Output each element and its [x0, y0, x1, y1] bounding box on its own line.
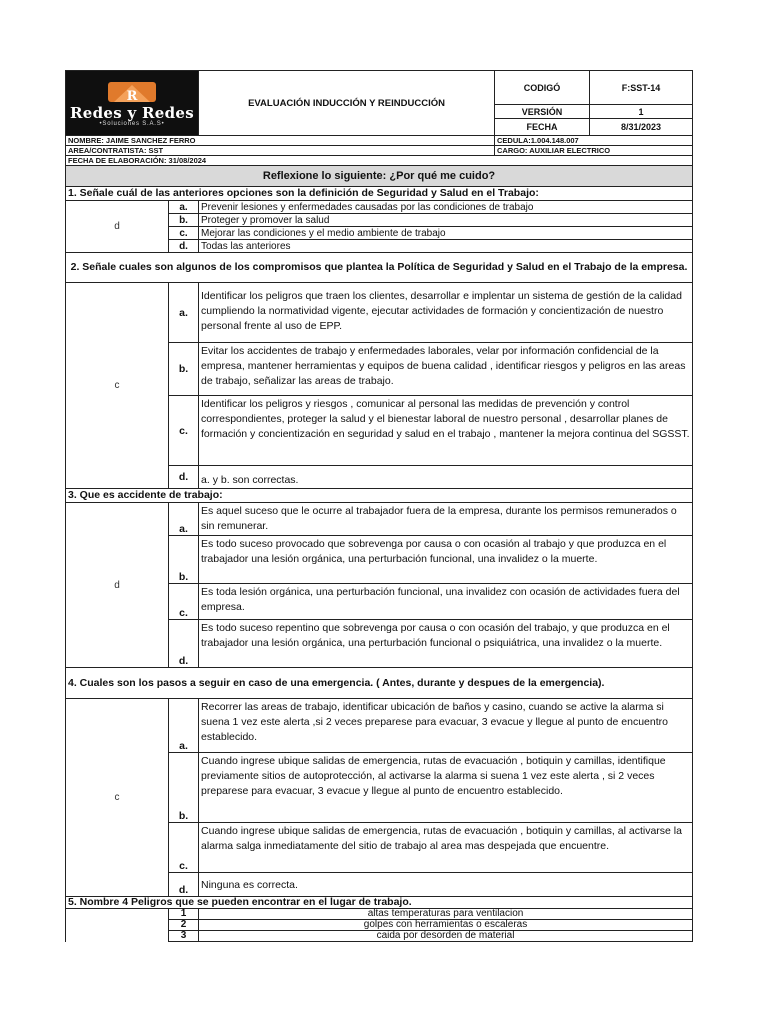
option-letter: b.: [169, 214, 199, 227]
option-text: Prevenir lesiones y enfermedades causadas por las condiciones de trabajo: [199, 201, 693, 214]
question-5: 5. Nombre 4 Peligros que se pueden encontrar en el lugar de trabajo.: [66, 897, 693, 909]
option-letter: c.: [169, 823, 199, 873]
question-1: 1. Señale cuál de las anteriores opciones son la definición de Seguridad y Salud en el Trabajo:: [66, 187, 693, 201]
option-text: a. y b. son correctas.: [199, 466, 693, 489]
answer-2: c: [66, 283, 169, 489]
elaboration-date: FECHA DE ELABORACIÓN: 31/08/2024: [66, 156, 693, 166]
option-letter: d.: [169, 620, 199, 668]
option-letter: d.: [169, 873, 199, 897]
company-logo: [66, 71, 199, 136]
logo-name: Redes y Redes: [69, 103, 195, 122]
option-text: Proteger y promover la salud: [199, 214, 693, 227]
option-text: Recorrer las areas de trabajo, identificar ubicación de baños y casino, cuando se active la alarma si suena 1 vez este alerta ,si 2 veces preparese para evacuar, 3 evacue y llegue al punto de encuentro establecido.: [199, 699, 693, 753]
hazard-text: altas temperaturas para ventilacion: [199, 909, 693, 920]
option-letter: b.: [169, 753, 199, 823]
option-text: Evitar los accidentes de trabajo y enfermedades laborales, velar por información confidencial de la empresa, mantener herramientas y equipos de buena calidad , identificar riesgos y peligros en las areas de trabajo, señalizar las areas de trabajo.: [199, 343, 693, 396]
option-letter: a.: [169, 503, 199, 536]
version-value: 1: [590, 105, 693, 119]
employee-role: CARGO: AUXILIAR ELECTRICO: [495, 146, 693, 156]
form-title: EVALUACIÓN INDUCCIÓN Y REINDUCCIÓN: [199, 71, 495, 136]
option-letter: c.: [169, 584, 199, 620]
hazard-text: golpes con herramientas o escaleras: [199, 920, 693, 931]
answer-3: d: [66, 503, 169, 668]
option-letter: a.: [169, 283, 199, 343]
option-text: Identificar los peligros que traen los clientes, desarrollar e implentar un sistema de gestión de la calidad cumpliendo la normatividad vigente, ejecutar actividades de formación y concientización de nuestro personal frente al uso de EPP.: [199, 283, 693, 343]
answer-4: c: [66, 699, 169, 897]
evaluation-form: [65, 70, 692, 942]
svg-text:R: R: [126, 88, 138, 104]
fecha-value: 8/31/2023: [590, 119, 693, 136]
option-text: Es todo suceso repentino que sobrevenga por causa o con ocasión del trabajo, y que produzca en el trabajador una lesión orgánica, una perturbación funcional o psiquiátrica, una invalidez o la muerte.: [199, 620, 693, 668]
option-letter: a.: [169, 201, 199, 214]
option-letter: c.: [169, 396, 199, 466]
option-letter: d.: [169, 240, 199, 253]
option-text: Cuando ingrese ubique salidas de emergencia, rutas de evacuación , botiquin y camillas, identifique previamente sitios de autoprotección, al activarse la alarma si suena 1 vez este alerta , si 2 veces preparese para evacuar, 3 evacue y llegue al punto de encuentro establecido.: [199, 753, 693, 823]
form-table: [65, 70, 693, 942]
logo-tagline: •Soluciones S.A.S•: [99, 120, 165, 127]
question-4: 4. Cuales son los pasos a seguir en caso de una emergencia. ( Antes, durante y despues de la emergencia).: [66, 668, 693, 699]
option-letter: c.: [169, 227, 199, 240]
codigo-value: F:SST-14: [590, 71, 693, 105]
option-letter: b.: [169, 536, 199, 584]
hazard-number: 2: [169, 920, 199, 931]
option-letter: a.: [169, 699, 199, 753]
option-text: Es toda lesión orgánica, una perturbación funcional, una invalidez con ocasión de actividades fuera del empresa.: [199, 584, 693, 620]
logo-emblem-icon: [102, 79, 162, 105]
employee-name: NOMBRE: JAIME SANCHEZ FERRO: [66, 136, 495, 146]
option-text: Mejorar las condiciones y el medio ambiente de trabajo: [199, 227, 693, 240]
hazard-number: 1: [169, 909, 199, 920]
employee-area: AREA/CONTRATISTA: SST: [66, 146, 495, 156]
option-text: Todas las anteriores: [199, 240, 693, 253]
option-text: Es todo suceso provocado que sobrevenga por causa o con ocasión al trabajo y que produzca en el trabajador una lesión orgánica, una perturbación funcional, una invalidez o la muerte.: [199, 536, 693, 584]
option-text: Cuando ingrese ubique salidas de emergencia, rutas de evacuación , botiquin y camillas, al activarse la alarma salga inmediatamente del sitio de trabajo al area mas despejada que encuentre.: [199, 823, 693, 873]
option-text: Identificar los peligros y riesgos , comunicar al personal las medidas de prevención y control correspondientes, proteger la salud y el bienestar laboral de nuestro personal , desarrollar planes de formación y concientización en seguridad y salud en el trabajo , mantener la mejora continua del SGSST.: [199, 396, 693, 466]
fecha-label: FECHA: [495, 119, 590, 136]
question-2: 2. Señale cuales son algunos de los compromisos que plantea la Política de Seguridad y Salud en el Trabajo de la empresa.: [66, 253, 693, 283]
hazard-text: caida por desorden de material: [199, 931, 693, 942]
codigo-label: CODIGÓ: [495, 71, 590, 105]
reflection-banner: Reflexione lo siguiente: ¿Por qué me cuido?: [66, 166, 693, 187]
answer-1: d: [66, 201, 169, 253]
employee-id: CEDULA:1.004.148.007: [495, 136, 693, 146]
option-letter: d.: [169, 466, 199, 489]
question-3: 3. Que es accidente de trabajo:: [66, 489, 693, 503]
answer-5-blank: [66, 909, 169, 942]
option-letter: b.: [169, 343, 199, 396]
version-label: VERSIÓN: [495, 105, 590, 119]
hazard-number: 3: [169, 931, 199, 942]
option-text: Es aquel suceso que le ocurre al trabajador fuera de la empresa, durante los permisos remunerados o sin remunerar.: [199, 503, 693, 536]
option-text: Ninguna es correcta.: [199, 873, 693, 897]
